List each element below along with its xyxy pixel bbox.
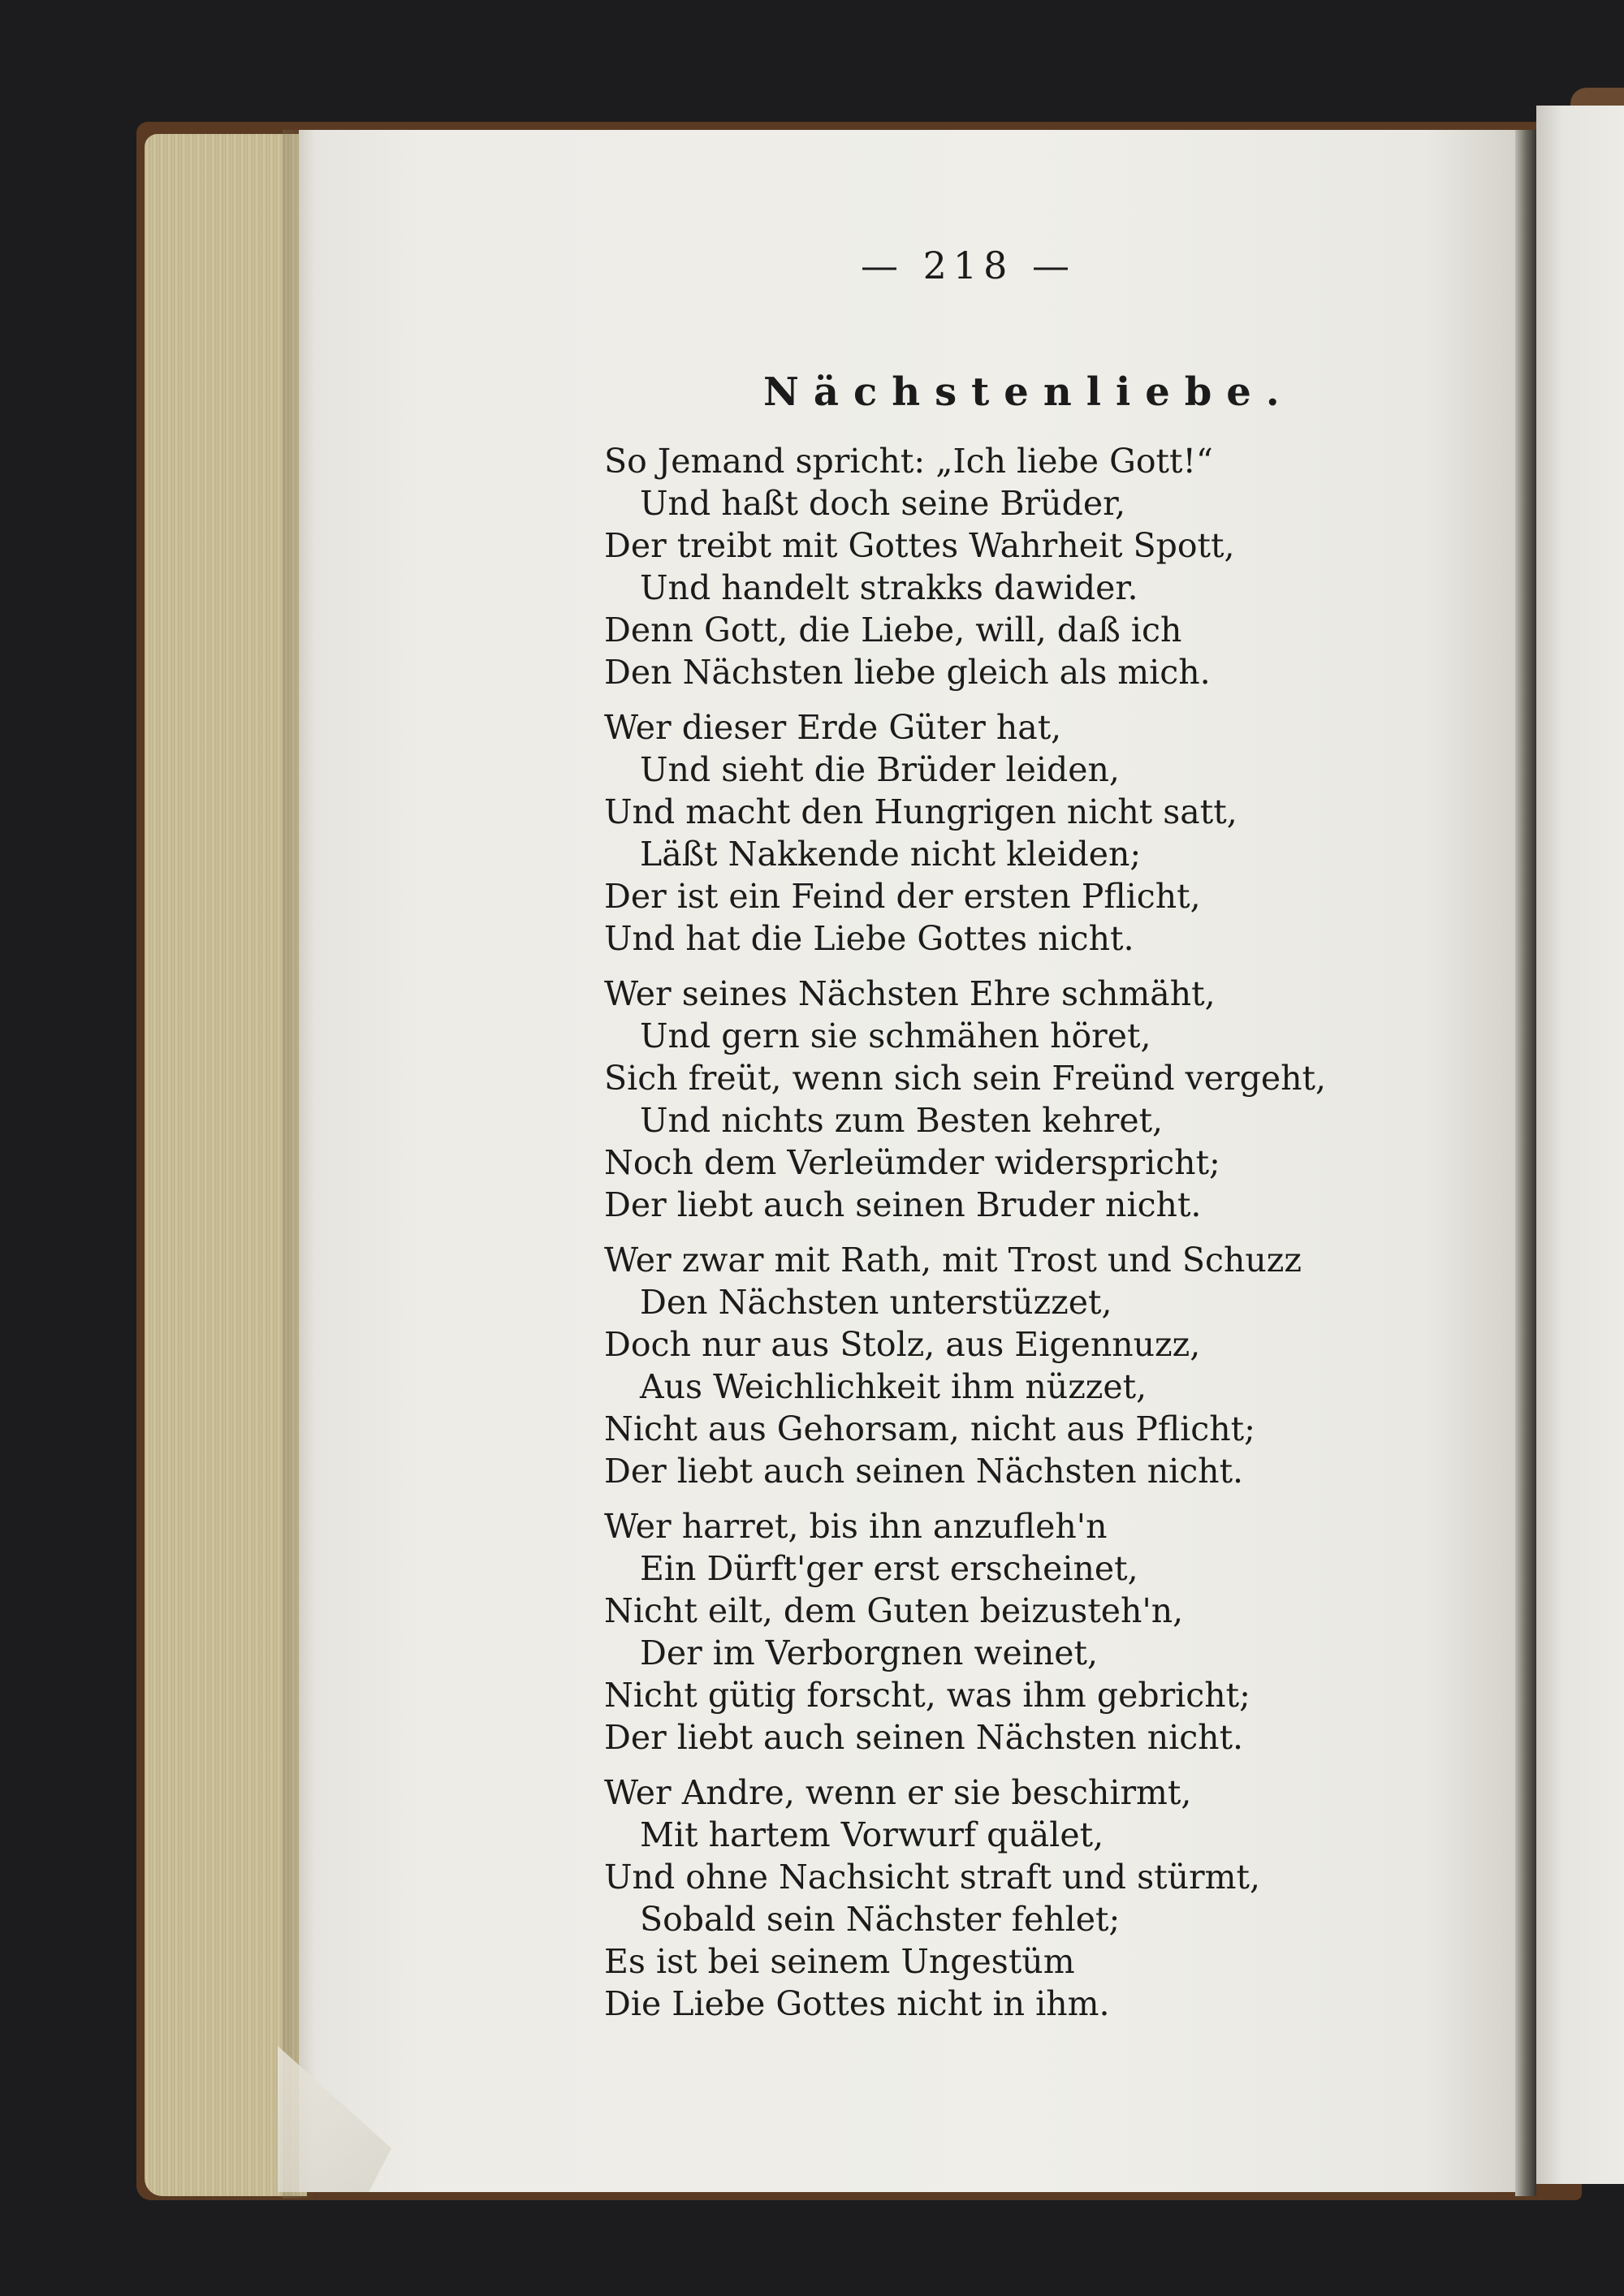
poem-line: Sobald sein Nächster fehlet;	[640, 1900, 1121, 1939]
poem-line: Und gern sie schmähen höret,	[640, 1016, 1151, 1055]
poem-line: Nicht eilt, dem Guten beizusteh'n,	[604, 1591, 1184, 1630]
poem-line: Der treibt mit Gottes Wahrheit Spott,	[604, 526, 1235, 565]
stanza	[604, 1772, 1319, 2025]
stanza	[604, 973, 1327, 1226]
poem-line: Aus Weichlichkeit ihm nüzzet,	[640, 1367, 1147, 1406]
poem-line: Es ist bei seinem Ungestüm	[604, 1942, 1075, 1981]
poem-line: Der im Verborgnen weinet,	[640, 1634, 1099, 1672]
poem-line: Wer Andre, wenn er sie beschirmt,	[604, 1773, 1192, 1812]
poem-line: Wer dieser Erde Güter hat,	[604, 708, 1062, 747]
poem-line: Den Nächsten liebe gleich als mich.	[604, 653, 1211, 692]
poem-line: Denn Gott, die Liebe, will, daß ich	[604, 611, 1182, 650]
poem-line: Wer zwar mit Rath, mit Trost und Schuzz	[604, 1241, 1302, 1280]
page-edge-shadow	[283, 130, 315, 2199]
poem-line: Und sieht die Brüder leiden,	[640, 750, 1120, 789]
poem-line: Der liebt auch seinen Bruder nicht.	[604, 1185, 1202, 1224]
poem-line: Sich freüt, wenn sich sein Freünd vergeht,	[604, 1059, 1327, 1098]
poem-line: Wer seines Nächsten Ehre schmäht,	[604, 974, 1216, 1013]
poem-line: Wer harret, bis ihn anzufleh'n	[604, 1507, 1108, 1546]
poem-line: Noch dem Verleümder widerspricht;	[604, 1143, 1220, 1182]
page-number: — 218 —	[861, 244, 1077, 287]
stanza	[604, 1505, 1319, 1759]
poem-line: Läßt Nakkende nicht kleiden;	[640, 835, 1142, 874]
poem-line: Und hat die Liebe Gottes nicht.	[604, 919, 1134, 958]
poem-line: So Jemand spricht: „Ich liebe Gott!“	[604, 442, 1213, 481]
book-gutter	[1515, 130, 1536, 2196]
poem-line: Der liebt auch seinen Nächsten nicht.	[604, 1718, 1244, 1757]
poem-line: Ein Dürft'ger erst erscheinet,	[640, 1549, 1138, 1588]
stanza	[604, 1239, 1319, 1492]
stanza	[604, 706, 1319, 960]
poem-line: Mit hartem Vorwurf quälet,	[640, 1815, 1104, 1854]
poem-line: Nicht gütig forscht, was ihm gebricht;	[604, 1676, 1250, 1715]
stanza	[604, 440, 1319, 693]
poem-title: Nächstenliebe.	[763, 369, 1294, 415]
poem-line: Der liebt auch seinen Nächsten nicht.	[604, 1452, 1244, 1491]
poem-line: Den Nächsten unterstüzzet,	[640, 1283, 1112, 1322]
poem-line: Der ist ein Feind der ersten Pflicht,	[604, 877, 1201, 916]
facing-page	[1536, 106, 1624, 2184]
poem-line: Und handelt strakks dawider.	[640, 568, 1138, 607]
poem-line: Nicht aus Gehorsam, nicht aus Pflicht;	[604, 1409, 1255, 1448]
poem-line: Und haßt doch seine Brüder,	[640, 484, 1126, 523]
poem-line: Und ohne Nachsicht straft und stürmt,	[604, 1858, 1260, 1897]
poem-line: Und nichts zum Besten kehret,	[640, 1101, 1164, 1140]
poem-line: Die Liebe Gottes nicht in ihm.	[604, 1984, 1110, 2023]
poem-line: Doch nur aus Stolz, aus Eigennuzz,	[604, 1325, 1201, 1364]
page-text	[568, 227, 1327, 2078]
poem-line: Und macht den Hungrigen nicht satt,	[604, 792, 1237, 831]
